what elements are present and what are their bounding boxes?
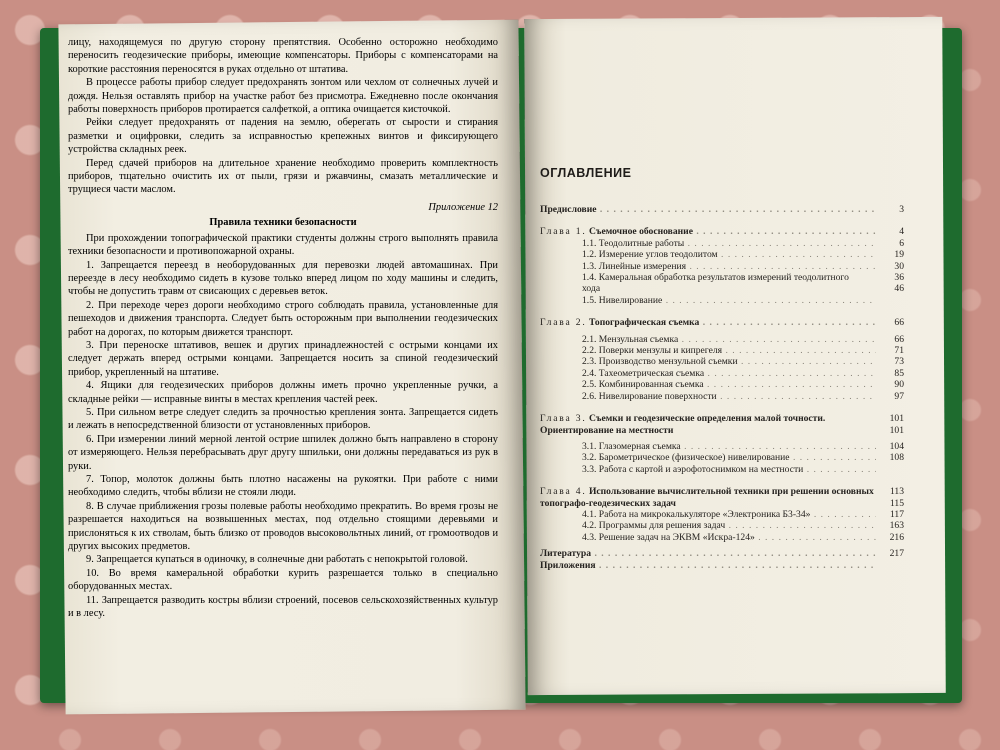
toc-page: 217 [889, 548, 904, 560]
toc-row-literature [540, 548, 904, 559]
toc-page-line: 46 [894, 283, 904, 295]
toc-page: 30 [894, 260, 904, 272]
toc-page: 90 [894, 379, 904, 391]
paragraph: 10. Во время камеральной обработки курить разрешается только в специально оборудованных местах. [68, 567, 498, 593]
paragraph: 11. Запрещается разводить костры вблизи строений, посевов сельскохозяйственных культур и в лесу. [68, 594, 498, 620]
toc-row-chapter-4 [540, 486, 904, 509]
toc-row-chapter-2 [540, 317, 904, 328]
toc-label: 3.2. Барометрическое (физическое) нивелирование . . . [540, 452, 876, 463]
toc-label: Предисловие . . . [540, 204, 876, 215]
toc-page: 19 [894, 249, 904, 261]
toc-page: 73 [894, 356, 904, 368]
toc-row-chapter-1 [540, 226, 904, 237]
toc-row [540, 261, 904, 272]
toc-row [540, 368, 904, 379]
toc-row-appendices [540, 560, 904, 571]
toc-label: Литература . . . [540, 548, 876, 559]
toc-page: 97 [894, 390, 904, 402]
toc-row [540, 509, 904, 520]
paragraph: 6. При измерении линий мерной лентой острие шпилек должно быть направлено в сторону от измеряющего. Нельзя перебрасывать друг другу шпильки, они должны передаваться из рук в руки. [68, 433, 498, 472]
chapter-title: Съемочное обоснование [588, 226, 693, 238]
paragraph: Перед сдачей приборов на длительное хранение необходимо проверить комплектность приборов, тщательно очистить их от пыли, грязи и ржавчины, смазать металлические и трущиеся части маслом. [68, 157, 498, 196]
toc-row [540, 464, 904, 475]
toc-page: 3 [899, 204, 904, 215]
toc-row [540, 249, 904, 260]
toc-page-line: 101 [889, 424, 904, 436]
toc-label: 2.2. Поверки мензулы и кипрегеля . . . [540, 345, 876, 356]
toc-label: 1.1. Теодолитные работы . . . [540, 238, 876, 249]
toc-row [540, 532, 904, 543]
toc-label-line: 1.4. Камеральная обработка результатов измерений теодолитного [582, 272, 849, 284]
toc-row [540, 391, 904, 402]
toc-page [876, 272, 904, 295]
paragraph: лицу, находящемуся по другую сторону препятствия. Особенно осторожно необходимо переносить геодезические приборы, имеющие компенсаторы. Приборы с компенсаторами на короткие расстояния переносятся в руках отдельно от штатива. [68, 37, 498, 75]
paragraph: 2. При переходе через дороги необходимо строго соблюдать правила, установленные для пешеходов и движения транспорта. Следует быть осторожным при выполнении геодезических работ на дорогах, по которым движется транспорт. [68, 299, 498, 338]
toc-page: 85 [894, 367, 904, 379]
toc-page: 71 [894, 345, 904, 357]
paragraph: При прохождении топографической практики студенты должны строго выполнять правила техники безопасности и противопожарной охраны. [68, 232, 498, 258]
toc-label: 2.1. Мензульная съемка . . . [540, 334, 876, 345]
toc-row [540, 334, 904, 345]
toc-page-line: 101 [889, 413, 904, 425]
toc-label: 3.1. Глазомерная съемка . . . [540, 441, 876, 452]
toc-label: 3.3. Работа с картой и аэрофотоснимком на местности . . . [540, 464, 876, 475]
toc-page-line: 113 [889, 486, 904, 498]
toc-label [540, 272, 876, 295]
toc-row-preface [540, 204, 904, 215]
chapter-title: Топографическая съемка [588, 317, 700, 329]
toc-label: 2.5. Комбинированная съемка . . . [540, 379, 876, 390]
toc-page: 117 [889, 508, 904, 520]
toc-page [876, 486, 904, 509]
paragraph: 4. Ящики для геодезических приборов должны иметь прочно укрепленные ручки, а складные рейки — исправные винты в местах крепления частей реек. [68, 380, 498, 405]
paragraph: 9. Запрещается купаться в одиночку, в солнечные дни работать с непокрытой головой. [86, 554, 468, 566]
paragraph: 1. Запрещается переезд в необорудованных для перевозки людей автомашинах. При переезде в лесу необходимо сидеть в кузове только вперед лицом по ходу машины и следить, чтобы не допустить травм от свисающих с деревьев веток. [68, 259, 498, 298]
toc-label: 1.5. Нивелирование . . . [540, 295, 876, 306]
toc-label: 1.3. Линейные измерения . . . [540, 261, 876, 272]
left-page-text [68, 36, 498, 620]
toc-page: 6 [899, 237, 904, 249]
table-of-contents [540, 204, 904, 571]
paragraph: 3. При переноске штативов, вешек и других принадлежностей с острыми концами их следует держать вперед острыми концами. Запрещается носить за спиной геодезический прибор, укрепленный на штативе. [68, 339, 498, 378]
paragraph: 5. При сильном ветре следует следить за прочностью крепления зонта. Запрещается сидеть и лежать в непосредственной близости от установленных приборов. [68, 406, 498, 432]
toc-label: 4.2. Программы для решения задач . . . [540, 520, 876, 531]
paragraph: 8. В случае приближения грозы полевые работы необходимо прекратить. Во время грозы не разрешается находиться на возвышенных местах, под отдельно стоящими деревьями и прислоняться к их стволам, быть близко от проводов высоковольтных линий, от громоотводов и других высоких предметов. [68, 500, 498, 553]
toc-row [540, 520, 904, 531]
toc-title: ОГЛАВЛЕНИЕ [540, 166, 632, 180]
chapter-title: Использование вычислительной техники при решении основных топографо-геодезических задач [540, 486, 874, 509]
toc-label-line: хода [582, 283, 601, 295]
paragraph: Рейки следует предохранять от падения на землю, оберегать от сырости и стирания разметки и оцифровки, следить за исправностью крепежных винтов и фиксирующего устройства складных реек. [68, 117, 498, 156]
toc-page [876, 413, 904, 436]
paragraph: 7. Топор, молоток должны быть плотно насажены на рукоятки. При работе с ними необходимо следить, чтобы вблизи не стояли люди. [68, 474, 498, 499]
chapter-number: Глава 3. [540, 413, 587, 425]
paragraph: В процессе работы прибор следует предохранять зонтом или чехлом от солнечных лучей и дождя. Нельзя оставлять прибор на участке работ без присмотра. Ежедневно после окончания работы поверхность приборов протирается салфеткой, а оптика очищается кисточкой. [68, 77, 498, 116]
toc-row [540, 345, 904, 356]
toc-row [540, 452, 904, 463]
toc-label: 1.2. Измерение углов теодолитом . . . [540, 249, 876, 260]
chapter-number: Глава 2. [540, 317, 587, 329]
toc-row [540, 356, 904, 367]
toc-page: 108 [889, 452, 904, 464]
chapter-title: Съемки и геодезические определения малой точности. Ориентирование на местности [540, 413, 826, 436]
toc-page: 66 [894, 333, 904, 345]
toc-page: 104 [889, 440, 904, 452]
toc-page: 4 [899, 226, 904, 238]
toc-label: 4.1. Работа на микрокалькуляторе «Электроника Б3-34» . . . [540, 509, 876, 520]
toc-page: 66 [894, 317, 904, 329]
toc-label: Приложения . . . [540, 560, 876, 571]
toc-page-line: 36 [894, 272, 904, 284]
toc-label: 2.4. Тахеометрическая съемка . . . [540, 368, 876, 379]
appendix-label: Приложение 12 [428, 201, 498, 213]
section-title: Правила техники безопасности [209, 217, 357, 229]
chapter-number: Глава 1. [540, 226, 587, 238]
toc-row [540, 238, 904, 249]
toc-row [540, 272, 904, 295]
toc-label: 2.3. Производство мензульной съемки . . . [540, 356, 876, 367]
toc-row [540, 441, 904, 452]
toc-page: 216 [889, 531, 904, 543]
toc-label: 2.6. Нивелирование поверхности . . . [540, 391, 876, 402]
toc-row-chapter-3 [540, 413, 904, 436]
toc-row [540, 295, 904, 306]
toc-page: 163 [889, 520, 904, 532]
toc-page-line: 115 [889, 497, 904, 509]
toc-label: 4.3. Решение задач на ЭКВМ «Искра-124» . . . [540, 532, 876, 543]
toc-row [540, 379, 904, 390]
chapter-number: Глава 4. [540, 486, 587, 498]
